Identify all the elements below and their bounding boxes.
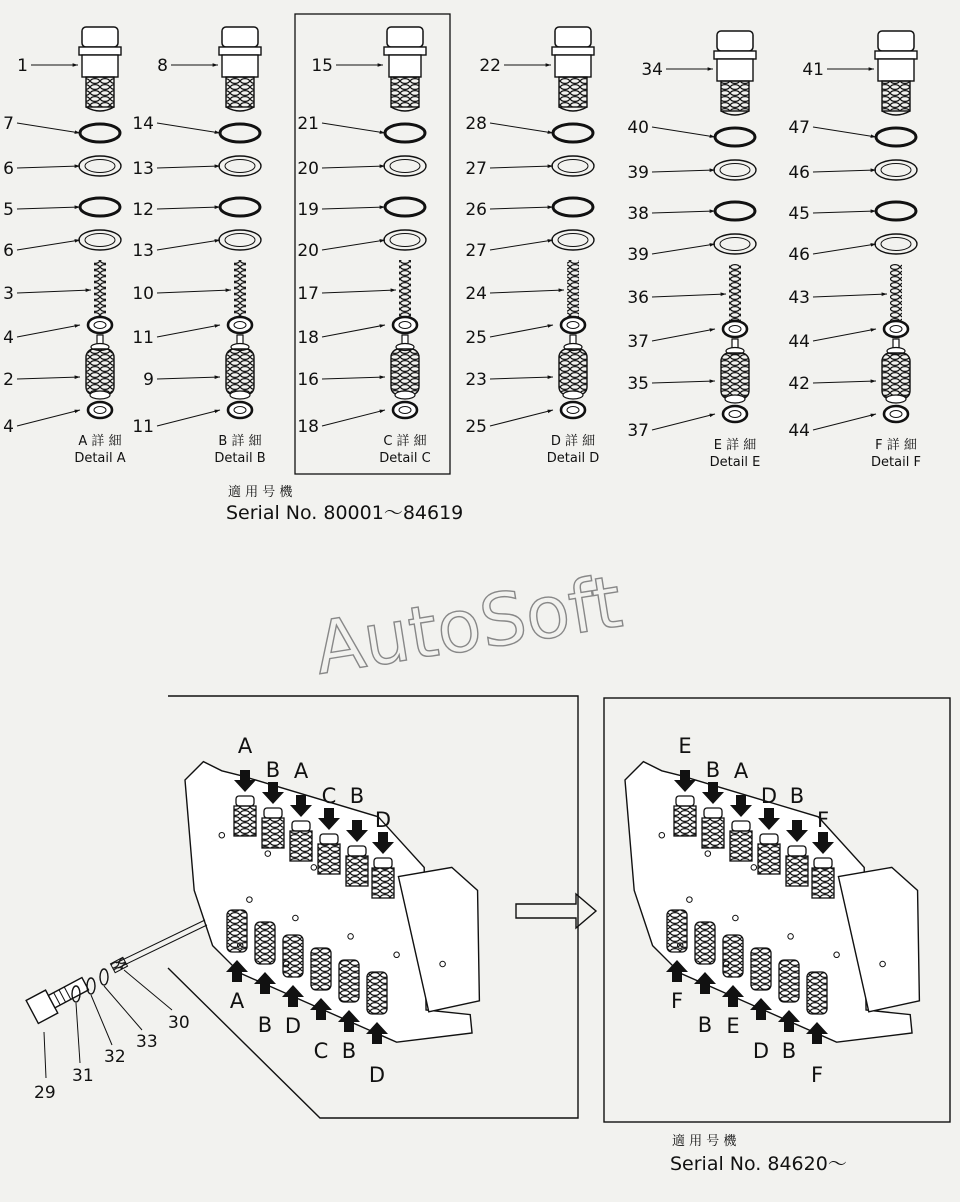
right-top-letter-6: F [816, 808, 830, 832]
part-11-label: 11 [132, 417, 154, 437]
part-15-label: 15 [311, 56, 333, 76]
serial-top-en: Serial No. 80001～84619 [226, 502, 464, 524]
part-25-shape [561, 402, 585, 418]
part-9-shape [226, 335, 254, 399]
part-39-label: 39 [627, 163, 649, 183]
part-27-shape [552, 156, 594, 176]
part-45-shape [876, 202, 916, 220]
plug-assembly [26, 920, 207, 1023]
part-7-shape [80, 124, 120, 142]
part-40-shape [715, 128, 755, 146]
part-16-label: 16 [297, 370, 319, 390]
part-38-label: 38 [627, 204, 649, 224]
part-39-label: 39 [627, 245, 649, 265]
detail-caption-jp: C 詳 細 [383, 434, 427, 449]
left-top-letter-1: A [237, 734, 253, 758]
part-44-label: 44 [788, 421, 810, 441]
part-3-label: 3 [3, 284, 14, 304]
part-11-shape [228, 317, 252, 333]
left-top-arrow-3 [290, 759, 312, 817]
right-top-letter-3: A [733, 759, 749, 783]
part-42-shape [882, 339, 910, 403]
detail-caption-en: Detail B [214, 451, 266, 466]
part-25-label: 25 [465, 417, 487, 437]
part-24-shape [567, 260, 579, 320]
detail-caption-en: Detail A [74, 451, 126, 466]
part-4-label: 4 [3, 328, 14, 348]
part-23-label: 23 [465, 370, 487, 390]
right-top-letter-2: B [705, 758, 721, 782]
part-44-shape [884, 321, 908, 337]
part-28-label: 28 [465, 114, 487, 134]
part-13-label: 13 [132, 159, 154, 179]
part-25-label: 25 [465, 328, 487, 348]
part-39-shape [714, 234, 756, 254]
part-6-shape [79, 156, 121, 176]
left-valve-body [185, 734, 479, 1087]
part-25-shape [561, 317, 585, 333]
left-top-arrow-1 [234, 734, 256, 792]
part-18-label: 18 [297, 417, 319, 437]
part-1-label: 1 [17, 56, 28, 76]
part-2-label: 2 [3, 370, 14, 390]
right-bottom-letter-3: E [726, 1014, 740, 1038]
part-14-shape [220, 124, 260, 142]
part-4-shape [88, 317, 112, 333]
serial-bottom-en: Serial No. 84620～ [670, 1153, 847, 1175]
left-bottom-letter-1: A [229, 989, 245, 1013]
right-bottom-letter-5: B [781, 1039, 797, 1063]
left-bottom-letter-6: D [368, 1063, 386, 1087]
part-13-label: 13 [132, 241, 154, 261]
part-37-label: 37 [627, 332, 649, 352]
part-35-label: 35 [627, 374, 649, 394]
plug-29 [26, 972, 91, 1023]
left-bottom-letter-3: D [284, 1014, 302, 1038]
detail-column-e [627, 31, 760, 470]
detail-caption-en: Detail E [709, 455, 761, 470]
right-bottom-arrow-6 [806, 1022, 828, 1087]
part-29-label: 29 [34, 1083, 56, 1103]
part-20-shape [384, 230, 426, 250]
part-31-label: 31 [72, 1066, 94, 1086]
part-23-shape [559, 335, 587, 399]
part-15-shape [384, 27, 426, 111]
part-42-label: 42 [788, 374, 810, 394]
part-47-shape [876, 128, 916, 146]
part-32-label: 32 [104, 1047, 126, 1067]
transition-arrow-icon [516, 894, 596, 928]
detail-caption-jp: D 詳 細 [550, 434, 596, 449]
part-12-label: 12 [132, 200, 154, 220]
part-16-shape [391, 335, 419, 399]
left-top-letter-3: A [293, 759, 309, 783]
left-top-letter-6: D [374, 808, 392, 832]
right-top-letter-5: B [789, 784, 805, 808]
part-6-shape [79, 230, 121, 250]
part-41-label: 41 [802, 60, 824, 80]
part-10-label: 10 [132, 284, 154, 304]
left-top-letter-5: B [349, 784, 365, 808]
detail-caption-en: Detail D [546, 451, 600, 466]
part-20-label: 20 [297, 159, 319, 179]
right-bottom-letter-2: B [697, 1013, 713, 1037]
part-4-shape [88, 402, 112, 418]
part-8-label: 8 [157, 56, 168, 76]
detail-caption-jp: F 詳 細 [875, 438, 917, 453]
right-valve-body [625, 734, 919, 1087]
part-20-shape [384, 156, 426, 176]
part-28-shape [553, 124, 593, 142]
part-39-shape [714, 160, 756, 180]
part-4-label: 4 [3, 417, 14, 437]
part-17-shape [399, 260, 411, 320]
serial-top-jp: 適 用 号 機 [228, 485, 293, 500]
part-18-shape [393, 317, 417, 333]
part-22-shape [552, 27, 594, 111]
part-37-shape [723, 406, 747, 422]
part-21-shape [385, 124, 425, 142]
left-bottom-arrow-6 [366, 1022, 388, 1087]
part-21-label: 21 [297, 114, 319, 134]
left-bottom-letter-2: B [257, 1013, 273, 1037]
part-46-label: 46 [788, 163, 810, 183]
part-11-label: 11 [132, 328, 154, 348]
part-6-label: 6 [3, 241, 14, 261]
part-44-label: 44 [788, 332, 810, 352]
part-17-label: 17 [297, 284, 319, 304]
part-27-shape [552, 230, 594, 250]
left-top-letter-4: C [321, 784, 337, 808]
right-top-arrow-3 [730, 759, 752, 817]
right-bottom-letter-4: D [752, 1039, 770, 1063]
left-bottom-arrow-4 [310, 998, 332, 1063]
part-10-shape [234, 260, 246, 320]
right-top-arrow-1 [674, 734, 696, 792]
part-47-label: 47 [788, 118, 810, 138]
part-5-label: 5 [3, 200, 14, 220]
part-34-label: 34 [641, 60, 663, 80]
part-2-shape [86, 335, 114, 399]
detail-caption-jp: B 詳 細 [218, 434, 262, 449]
part-19-label: 19 [297, 200, 319, 220]
part-14-label: 14 [132, 114, 154, 134]
left-top-letter-2: B [265, 758, 281, 782]
watermark-text: AutoSoft [308, 559, 628, 691]
part-18-label: 18 [297, 328, 319, 348]
detail-column-b [132, 27, 265, 466]
part-27-label: 27 [465, 241, 487, 261]
part-36-label: 36 [627, 288, 649, 308]
detail-caption-jp: E 詳 細 [713, 438, 757, 453]
part-27-label: 27 [465, 159, 487, 179]
part-44-shape [884, 406, 908, 422]
detail-column-f [788, 31, 921, 470]
left-bottom-arrow-2 [254, 972, 276, 1037]
detail-column-d [465, 27, 599, 466]
part-9-label: 9 [143, 370, 154, 390]
detail-column-c [297, 27, 430, 466]
part-37-shape [723, 321, 747, 337]
detail-caption-en: Detail F [871, 455, 921, 470]
part-26-label: 26 [465, 200, 487, 220]
right-bottom-letter-1: F [670, 989, 684, 1013]
part-46-shape [875, 160, 917, 180]
right-top-letter-1: E [678, 734, 692, 758]
part-37-label: 37 [627, 421, 649, 441]
part-34-shape [714, 31, 756, 115]
part-5-shape [80, 198, 120, 216]
part-36-shape [729, 264, 741, 324]
part-46-shape [875, 234, 917, 254]
part-24-label: 24 [465, 284, 487, 304]
part-18-shape [393, 402, 417, 418]
serial-bottom-jp: 適 用 号 機 [672, 1134, 737, 1149]
part-33-label: 33 [136, 1032, 158, 1052]
part-26-shape [553, 198, 593, 216]
part-41-shape [875, 31, 917, 115]
part-6-label: 6 [3, 159, 14, 179]
part-40-label: 40 [627, 118, 649, 138]
left-bottom-letter-4: C [313, 1039, 329, 1063]
detail-columns [3, 27, 921, 470]
detail-caption-jp: A 詳 細 [78, 434, 122, 449]
right-top-letter-4: D [760, 784, 778, 808]
right-bottom-arrow-2 [694, 972, 716, 1037]
part-20-label: 20 [297, 241, 319, 261]
part-3-shape [94, 260, 106, 320]
detail-caption-en: Detail C [379, 451, 431, 466]
left-bottom-letter-5: B [341, 1039, 357, 1063]
part-46-label: 46 [788, 245, 810, 265]
right-bottom-letter-6: F [810, 1063, 824, 1087]
detail-column-a [3, 27, 126, 466]
part-30-label: 30 [168, 1013, 190, 1033]
part-43-shape [890, 264, 902, 324]
part-35-shape [721, 339, 749, 403]
part-19-shape [385, 198, 425, 216]
oring-33 [100, 969, 108, 985]
part-43-label: 43 [788, 288, 810, 308]
part-45-label: 45 [788, 204, 810, 224]
part-38-shape [715, 202, 755, 220]
part-13-shape [219, 230, 261, 250]
part-13-shape [219, 156, 261, 176]
part-1-shape [79, 27, 121, 111]
part-7-label: 7 [3, 114, 14, 134]
part-12-shape [220, 198, 260, 216]
part-11-shape [228, 402, 252, 418]
right-bottom-arrow-4 [750, 998, 772, 1063]
part-22-label: 22 [479, 56, 501, 76]
ring-32 [87, 978, 95, 994]
part-8-shape [219, 27, 261, 111]
